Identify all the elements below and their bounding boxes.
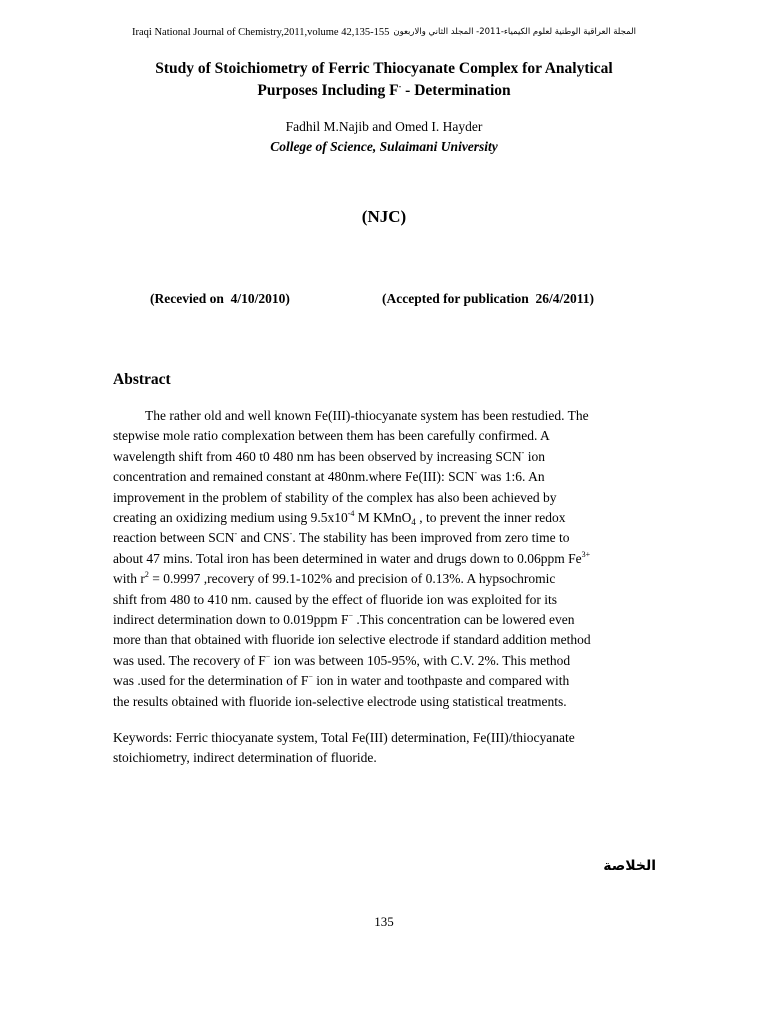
abstract-line: shift from 480 to 410 nm. caused by the effect of fluoride ion was exploited for its <box>113 591 558 607</box>
header-english: Iraqi National Journal of Chemistry,2011,volume 42,135-155 <box>132 27 390 38</box>
abstract-line: was .used for the determination of F− ion in water and toothpaste and compared with <box>113 672 570 689</box>
abstract-line: more than that obtained with fluoride ion selective electrode if standard addition method <box>113 632 591 648</box>
keywords-line: stoichiometry, indirect determination of fluoride. <box>113 750 377 766</box>
header-arabic: المجلة العراقية الوطنية لعلوم الكيمياء-2011- المجلد الثاني والاربعون <box>393 27 636 37</box>
accepted-date: (Accepted for publication 26/4/2011) <box>382 291 594 306</box>
abstract-line: was used. The recovery of F− ion was between 105-95%, with C.V. 2%. This method <box>113 651 571 668</box>
running-header <box>0 27 768 38</box>
journal-tag: (NJC) <box>361 207 407 226</box>
abstract-line: reaction between SCN- and CNS-. The stability has been improved from zero time to <box>113 529 570 546</box>
keywords-line: Keywords: Ferric thiocyanate system, Total Fe(III) determination, Fe(III)/thiocyanate <box>113 730 575 745</box>
paper-title <box>90 58 678 102</box>
abstract-line: about 47 mins. Total iron has been determined in water and drugs down to 0.06ppm $Fe^{3+}$ <box>113 549 591 566</box>
authors: Fadhil M.Najib and Omed I. Hayder <box>285 119 483 134</box>
title-line-1: Study of Stoichiometry of Ferric Thiocyanate Complex for Analytical <box>155 60 613 77</box>
affiliation: College of Science, Sulaimani University <box>270 139 498 154</box>
page-number: 135 <box>374 914 394 929</box>
abstract-line: concentration and remained constant at 480nm.where Fe(III): SCN- was 1:6. An <box>113 468 545 485</box>
abstract-line: with $r^2 = 0.9997$ ,recovery of 99.1-102% and precision of 0.13%. A hypsochromic <box>113 570 556 587</box>
abstract-heading: Abstract <box>113 371 171 388</box>
title-line-2: Purposes Including F- - Determination <box>257 82 511 99</box>
abstract-line: wavelength shift from 460 t0 480 nm has been observed by increasing SCN- ion <box>113 447 545 464</box>
abstract-line: improvement in the problem of stability of the complex has also been achieved by <box>113 489 557 505</box>
abstract-line: indirect determination down to 0.019ppm F− .This concentration can be lowered even <box>113 611 575 628</box>
abstract-line: the results obtained with fluoride ion-selective electrode using statistical treatments. <box>113 693 567 709</box>
abstract-body <box>113 406 653 712</box>
keywords <box>113 728 653 769</box>
abstract-line: stepwise mole ratio complexation between them has been carefully confirmed. A <box>113 428 550 444</box>
abstract-line: The rather old and well known Fe(III)-thiocyanate system has been restudied. The <box>145 408 589 423</box>
abstract-line: creating an oxidizing medium using $9.5x10^{-4}$ M KMnO$_4$ , to prevent the inner redox <box>113 509 566 528</box>
arabic-abstract-heading: الخلاصة <box>603 858 656 874</box>
received-date: (Recevied on 4/10/2010) <box>150 291 290 306</box>
